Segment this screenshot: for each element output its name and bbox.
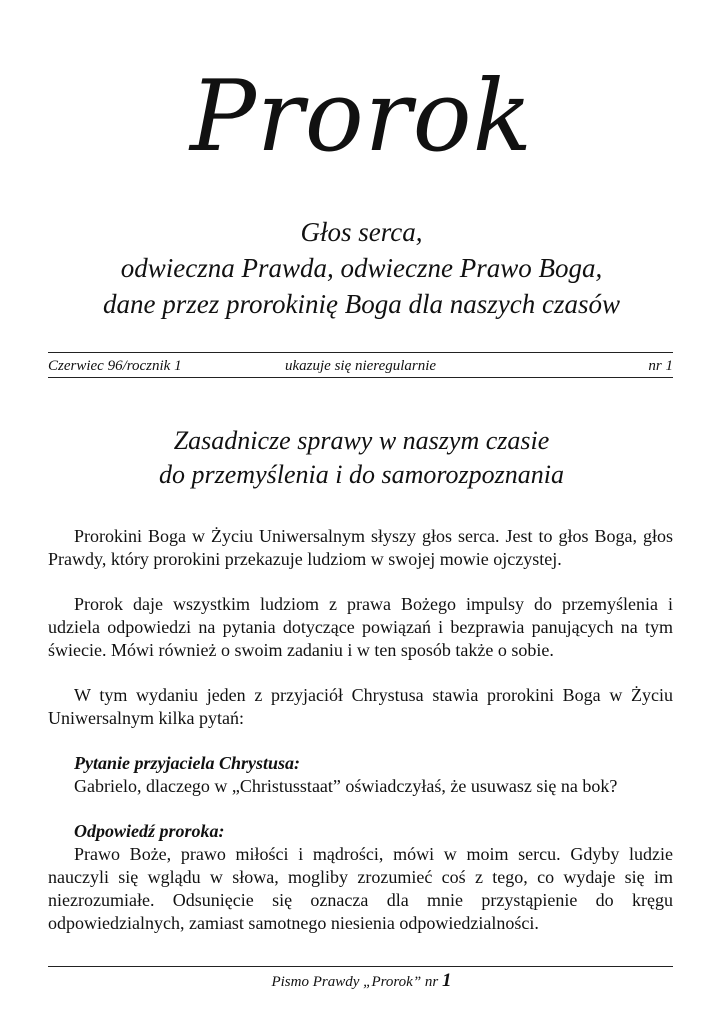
issue-info-bar <box>48 352 673 378</box>
subtitle-line: Głos serca, <box>300 217 423 247</box>
question-text: Gabrielo, dlaczego w „Christusstaat” oświadczyłaś, że usuwasz się na bok? <box>74 776 618 796</box>
issue-number: nr 1 <box>648 358 673 374</box>
issue-date-volume: Czerwiec 96/rocznik 1 <box>48 358 182 374</box>
subtitle-line: odwieczna Prawda, odwieczne Prawo Boga, <box>120 253 603 283</box>
body-paragraph: Prorok daje wszystkim ludziom z prawa Bożego impulsy do przemyślenia i udziela odpowiedzi na pytania dotyczące powiązań i bezprawia panujących na tym świecie. Mówi również o swoim zadaniu i w ten sposób także o sobie. <box>48 594 673 660</box>
page-number: 1 <box>442 970 452 991</box>
page-footer <box>0 971 723 992</box>
answer-text: Prawo Boże, prawo miłości i mądrości, mówi w moim sercu. Gdyby ludzie nauczyli się wglądu w słowa, mogliby zrozumieć coś z tego, co wydaje się im niezrozumiałe. Odsunięcie się oznacza dla mnie przystąpienie do kręgu odpowiedzialnych, zamiast samotnego niesienia odpowiedzialności. <box>48 844 673 933</box>
body-paragraph: Prorokini Boga w Życiu Uniwersalnym słyszy głos serca. Jest to głos Boga, głos Prawdy, który prorokini przekazuje ludziom w swojej mowie ojczystej. <box>48 526 673 569</box>
footer-label: Pismo Prawdy „Prorok” nr <box>271 974 439 990</box>
answer-label: Odpowiedź proroka: <box>74 821 225 841</box>
footer-divider <box>48 966 673 967</box>
article-body <box>48 525 673 957</box>
body-paragraph: W tym wydaniu jeden z przyjaciół Chrystusa stawia prorokini Boga w Życiu Uniwersalnym kilka pytań: <box>48 685 673 728</box>
question-label: Pytanie przyjaciela Chrystusa: <box>74 753 300 773</box>
issue-frequency: ukazuje się nieregularnie <box>285 358 437 374</box>
article-title-line: do przemyślenia i do samorozpoznania <box>159 460 564 489</box>
article-title-line: Zasadnicze sprawy w naszym czasie <box>173 426 550 455</box>
subtitle-block <box>0 214 723 322</box>
masthead-title: Prorok <box>189 60 534 174</box>
subtitle-line: dane przez prorokinię Boga dla naszych czasów <box>103 289 620 319</box>
article-title <box>0 424 723 492</box>
